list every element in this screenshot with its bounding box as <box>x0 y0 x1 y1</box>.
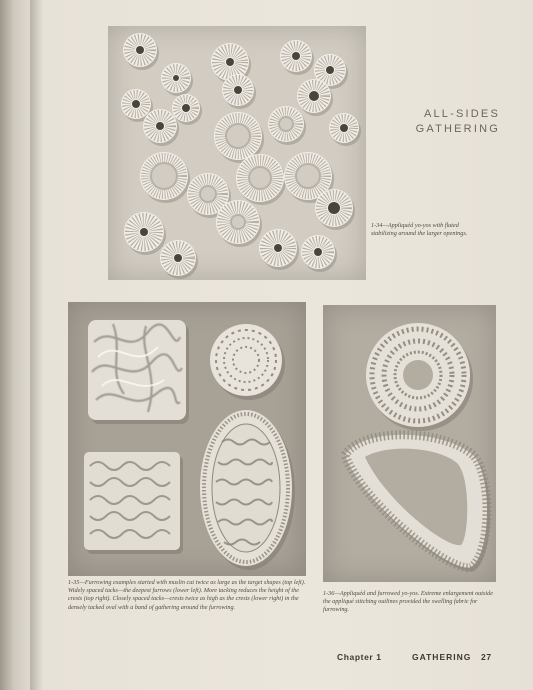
photo-furrowing-examples <box>68 302 306 576</box>
yo-yo <box>222 74 256 109</box>
yo-yo <box>301 235 337 272</box>
yo-yo-illustration <box>108 26 366 280</box>
furrowed-square-top <box>88 320 189 424</box>
yo-yo <box>268 106 306 145</box>
photo-furrowed-yo-yos <box>323 305 496 582</box>
caption-figure-1-34: 1-34—Appliquéd yo-yos with fluted stabilizing around the larger openings. <box>371 222 468 238</box>
furrowed-square-bottom <box>84 452 183 554</box>
furrowed-yo-yo-illustration <box>323 305 496 582</box>
section-heading <box>410 107 500 137</box>
yo-yo <box>280 40 314 75</box>
caption-figure-1-35: 1-35—Furrowing examples started with muslin cut twice as large as the target shapes (top left). Widely spaced tacks—the deepest furrows (lower left). More tacking reduces the height of the crests (top right). Closely spaced tacks—crests twice as high as the crests (lower right) in the densely tacked oval with a band of gathering around the furrowing. <box>68 579 306 611</box>
yo-yo <box>143 109 179 146</box>
rosette-small <box>210 324 285 400</box>
photo-yo-yos <box>108 26 366 280</box>
footer-chapter: Chapter 1 <box>337 652 382 662</box>
yo-yo <box>123 33 159 70</box>
caption-figure-1-36: 1-36—Appliquéd and furrowed yo-yos. Extreme enlargement outside the appliqué stitching outlines provided the swelling fabric for furrowing. <box>323 590 493 614</box>
yo-yo <box>140 152 190 203</box>
tacked-oval <box>200 410 295 570</box>
yo-yo <box>259 229 299 270</box>
furrowing-illustration <box>68 302 306 576</box>
furrowed-teardrop <box>345 435 490 572</box>
heading-line-2: GATHERING <box>415 123 500 135</box>
yo-yo <box>329 113 361 146</box>
yo-yo <box>160 240 198 279</box>
yo-yo <box>216 200 262 247</box>
heading-line-1: ALL-SIDES <box>423 108 500 120</box>
book-gutter <box>30 0 44 690</box>
yo-yo <box>124 212 166 255</box>
yo-yo <box>236 154 286 205</box>
footer-section: GATHERING <box>412 652 472 662</box>
page-number: 27 <box>481 652 492 662</box>
yo-yo <box>315 189 355 230</box>
furrowed-ring <box>366 323 473 431</box>
yo-yo <box>161 63 193 96</box>
